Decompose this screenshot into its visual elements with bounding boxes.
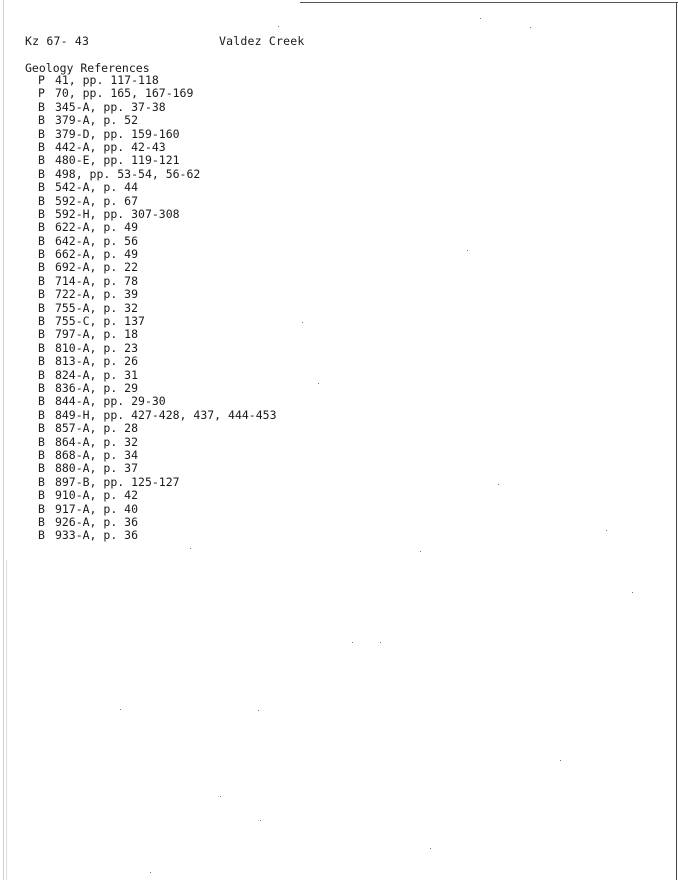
reference-text: 542-A, p. 44 <box>54 180 139 195</box>
reference-item <box>38 369 277 382</box>
scan-speck <box>420 551 421 552</box>
reference-item <box>38 208 277 221</box>
reference-item <box>38 154 277 167</box>
reference-type: B <box>38 514 45 529</box>
reference-type: B <box>38 220 45 235</box>
reference-type: B <box>38 233 45 248</box>
reference-item <box>38 476 277 489</box>
reference-type: B <box>38 434 45 449</box>
reference-item <box>38 462 277 475</box>
reference-item <box>38 168 277 181</box>
reference-text: 824-A, p. 31 <box>54 367 139 382</box>
reference-type: B <box>38 327 45 342</box>
reference-item <box>38 221 277 234</box>
reference-item <box>38 275 277 288</box>
reference-text: 692-A, p. 22 <box>54 260 139 275</box>
reference-item <box>38 382 277 395</box>
reference-type: B <box>38 474 45 489</box>
reference-type: P <box>38 73 45 87</box>
reference-item <box>38 422 277 435</box>
reference-text: 910-A, p. 42 <box>54 488 139 503</box>
page-edge-left-inner <box>6 560 7 880</box>
scan-speck <box>260 820 261 821</box>
scan-speck <box>190 548 191 549</box>
reference-item <box>38 248 277 261</box>
scan-speck <box>318 383 319 384</box>
reference-text: 897-B, pp. 125-127 <box>54 474 180 489</box>
reference-text: 755-C, p. 137 <box>54 314 145 329</box>
reference-text: 844-A, pp. 29-30 <box>54 394 166 409</box>
reference-item <box>38 128 277 141</box>
reference-text: 722-A, p. 39 <box>54 287 139 302</box>
reference-type: B <box>38 340 45 355</box>
record-id: Kz 67- 43 <box>25 34 90 48</box>
reference-type: P <box>38 86 45 101</box>
reference-type: B <box>38 354 45 369</box>
reference-type: B <box>38 447 45 462</box>
scan-speck <box>352 642 353 643</box>
reference-text: 868-A, p. 34 <box>54 447 139 462</box>
reference-item <box>38 328 277 341</box>
reference-text: 662-A, p. 49 <box>54 247 139 262</box>
reference-type: B <box>38 488 45 503</box>
reference-text: 714-A, p. 78 <box>54 273 139 288</box>
reference-item <box>38 409 277 422</box>
scan-speck <box>120 709 121 710</box>
reference-item <box>38 516 277 529</box>
reference-text: 70, pp. 165, 167-169 <box>54 86 194 101</box>
scan-speck <box>258 710 259 711</box>
reference-type: B <box>38 260 45 275</box>
reference-type: B <box>38 180 45 195</box>
reference-text: 857-A, p. 28 <box>54 421 139 436</box>
reference-item <box>38 529 277 542</box>
reference-text: 813-A, p. 26 <box>54 354 139 369</box>
scan-speck <box>560 760 561 761</box>
page-edge-right <box>676 2 677 880</box>
reference-type: B <box>38 314 45 329</box>
scan-speck <box>632 592 633 593</box>
reference-list <box>38 74 277 543</box>
scan-speck <box>150 872 151 873</box>
reference-type: B <box>38 139 45 154</box>
reference-item <box>38 141 277 154</box>
scan-speck <box>530 27 531 28</box>
reference-item <box>38 355 277 368</box>
reference-item <box>38 503 277 516</box>
scan-speck <box>380 642 381 643</box>
reference-item <box>38 87 277 100</box>
reference-type: B <box>38 421 45 436</box>
reference-text: 41, pp. 117-118 <box>54 73 159 87</box>
reference-item <box>38 261 277 274</box>
reference-item <box>38 288 277 301</box>
reference-text: 933-A, p. 36 <box>54 528 139 543</box>
reference-text: 917-A, p. 40 <box>54 501 139 516</box>
reference-type: B <box>38 273 45 288</box>
reference-item <box>38 74 277 87</box>
reference-item <box>38 114 277 127</box>
reference-type: B <box>38 126 45 141</box>
reference-type: B <box>38 528 45 543</box>
reference-item <box>38 395 277 408</box>
reference-text: 880-A, p. 37 <box>54 461 139 476</box>
reference-type: B <box>38 206 45 221</box>
reference-text: 810-A, p. 23 <box>54 340 139 355</box>
scan-speck <box>220 796 221 797</box>
scan-speck <box>430 848 431 849</box>
section-title: Geology References <box>25 61 150 75</box>
reference-text: 592-A, p. 67 <box>54 193 139 208</box>
reference-type: B <box>38 380 45 395</box>
reference-text: 622-A, p. 49 <box>54 220 139 235</box>
scan-speck <box>467 250 468 251</box>
record-title: Valdez Creek <box>219 34 305 48</box>
reference-text: 836-A, p. 29 <box>54 380 139 395</box>
reference-text: 849-H, pp. 427-428, 437, 444-453 <box>54 407 277 422</box>
reference-text: 379-D, pp. 159-160 <box>54 126 180 141</box>
reference-text: 864-A, p. 32 <box>54 434 139 449</box>
reference-type: B <box>38 99 45 114</box>
reference-type: B <box>38 461 45 476</box>
scan-speck <box>606 530 607 531</box>
reference-type: B <box>38 287 45 302</box>
reference-text: 442-A, pp. 42-43 <box>54 139 166 154</box>
reference-item <box>38 449 277 462</box>
reference-text: 642-A, p. 56 <box>54 233 139 248</box>
reference-text: 797-A, p. 18 <box>54 327 139 342</box>
reference-type: B <box>38 367 45 382</box>
reference-item <box>38 436 277 449</box>
page-edge-top <box>300 2 678 3</box>
reference-type: B <box>38 247 45 262</box>
reference-text: 592-H, pp. 307-308 <box>54 206 180 221</box>
reference-item <box>38 181 277 194</box>
reference-type: B <box>38 394 45 409</box>
scan-speck <box>498 484 499 485</box>
reference-text: 498, pp. 53-54, 56-62 <box>54 166 201 181</box>
reference-type: B <box>38 113 45 128</box>
reference-text: 480-E, pp. 119-121 <box>54 153 180 168</box>
reference-type: B <box>38 501 45 516</box>
reference-item <box>38 101 277 114</box>
reference-item <box>38 302 277 315</box>
reference-text: 379-A, p. 52 <box>54 113 139 128</box>
reference-item <box>38 489 277 502</box>
scan-speck <box>480 18 481 19</box>
scan-speck <box>302 322 303 323</box>
reference-type: B <box>38 300 45 315</box>
reference-item <box>38 235 277 248</box>
reference-type: B <box>38 153 45 168</box>
reference-item <box>38 342 277 355</box>
reference-type: B <box>38 407 45 422</box>
page-edge-left <box>3 0 4 880</box>
reference-type: B <box>38 193 45 208</box>
scan-speck <box>278 26 279 27</box>
reference-item <box>38 315 277 328</box>
reference-type: B <box>38 166 45 181</box>
reference-text: 345-A, pp. 37-38 <box>54 99 166 114</box>
reference-text: 926-A, p. 36 <box>54 514 139 529</box>
reference-text: 755-A, p. 32 <box>54 300 139 315</box>
reference-item <box>38 195 277 208</box>
